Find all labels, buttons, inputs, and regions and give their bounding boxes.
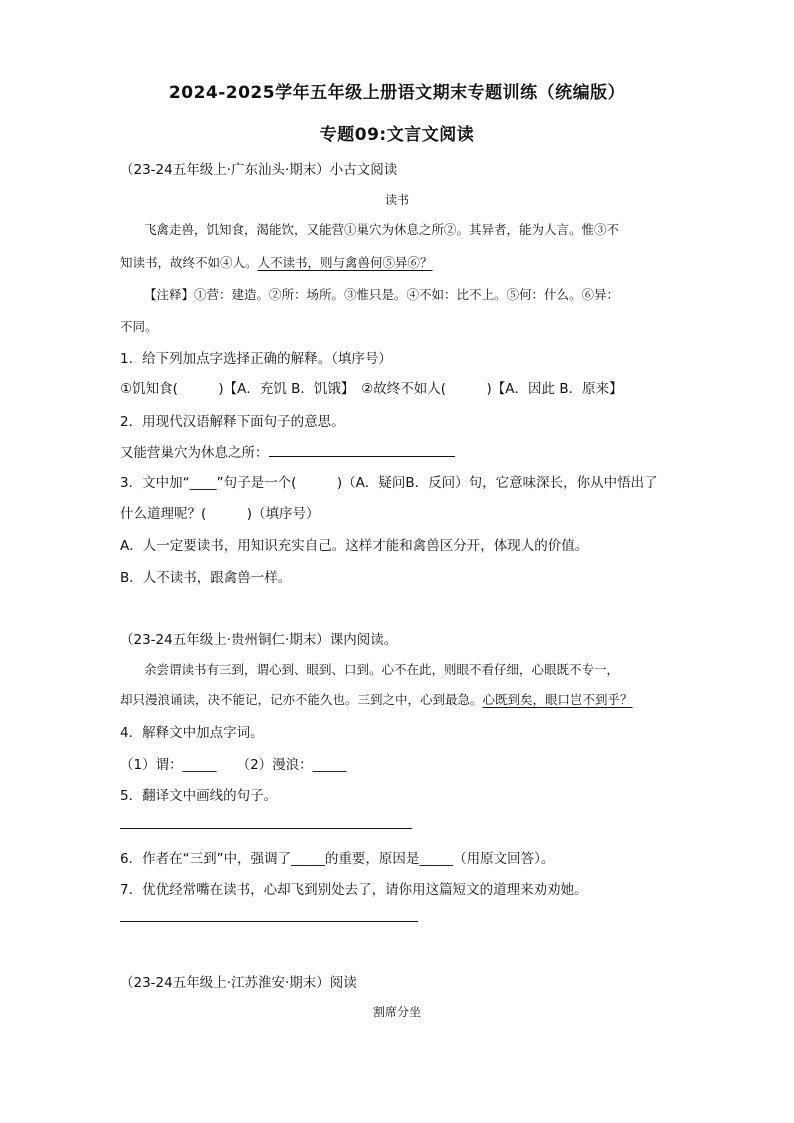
passage2-source: （23-24五年级上·贵州铜仁·期末）课内阅读。 [120,632,398,648]
passage2-underlined-sentence: 心既到矣，眼口岂不到乎？ [482,692,633,707]
question-3-line1: 3．文中加“____”句子是一个( )（A．疑问B．反问）句，它意味深长，你从中悟出了 [120,475,658,491]
passage1-underlined-sentence: 人不读书，则与禽兽何⑤异⑥？ [257,255,433,270]
passage1-text-line2 [120,253,433,271]
question-2-sentence-text: 又能营巢穴为休息之所： [120,445,269,461]
answer-line-q7[interactable] [120,921,418,922]
question-5: 5．翻译文中画线的句子。 [120,788,278,804]
question-2-sentence [120,441,455,461]
question-6: 6．作者在“三到”中，强调了_____的重要，原因是_____（用原文回答）。 [120,851,555,867]
passage1-text-line2-plain: 知读书，故终不如④人。 [120,255,258,270]
question-1-options: ①饥知食( )【A．充饥 B．饥饿】 ②故终不如人( )【A．因此 B．原来】 [120,381,623,397]
document-title: 2024-2025学年五年级上册语文期末专题训练（统编版） [168,83,626,103]
question-4: 4．解释文中加点字词。 [120,725,264,741]
answer-blank-q2[interactable] [269,444,455,457]
answer-line-q5[interactable] [120,828,412,829]
document-subtitle: 专题09:文言文阅读 [319,125,475,145]
question-4-items: （1）谓：_____ （2）漫浪：_____ [120,757,347,773]
passage1-notes-line1: 【注释】①营：建造。②所：场所。③惟只是。④不如：比不上。⑤何：什么。⑥异： [144,287,620,302]
option-a: A．人一定要读书，用知识充实自己。这样才能和禽兽区分开，体现人的价值。 [120,538,589,554]
question-7: 7．优优经常嘴在读书，心却飞到别处去了，请你用这篇短文的道理来劝劝她。 [120,882,588,898]
passage1-notes-line2: 不同。 [120,319,158,334]
question-2: 2．用现代汉语解释下面句子的意思。 [120,414,345,430]
passage1-heading: 读书 [384,193,409,207]
question-1: 1．给下列加点字选择正确的解释。（填序号） [120,351,392,367]
passage3-heading: 割席分坐 [372,1005,421,1019]
question-3-line2: 什么道理呢？( )（填序号） [120,506,320,522]
passage1-source: （23-24五年级上·广东汕头·期末）小古文阅读 [120,162,398,178]
passage1-text-line1: 飞禽走兽，饥知食，渴能饮，又能营①巢穴为休息之所②。其异者，能为人言。惟③不 [144,222,620,237]
passage2-text-line2-plain: 却只漫浪诵读，决不能记，记亦不能久也。三到之中，心到最急。 [120,692,483,707]
option-b: B．人不读书，跟禽兽一样。 [120,570,292,586]
passage2-text-line2 [120,690,633,708]
passage2-text-line1: 余尝谓读书有三到，谓心到、眼到、口到。心不在此，则眼不看仔细，心眼既不专一， [144,662,620,677]
passage3-source: （23-24五年级上·江苏淮安·期末）阅读 [120,975,357,991]
